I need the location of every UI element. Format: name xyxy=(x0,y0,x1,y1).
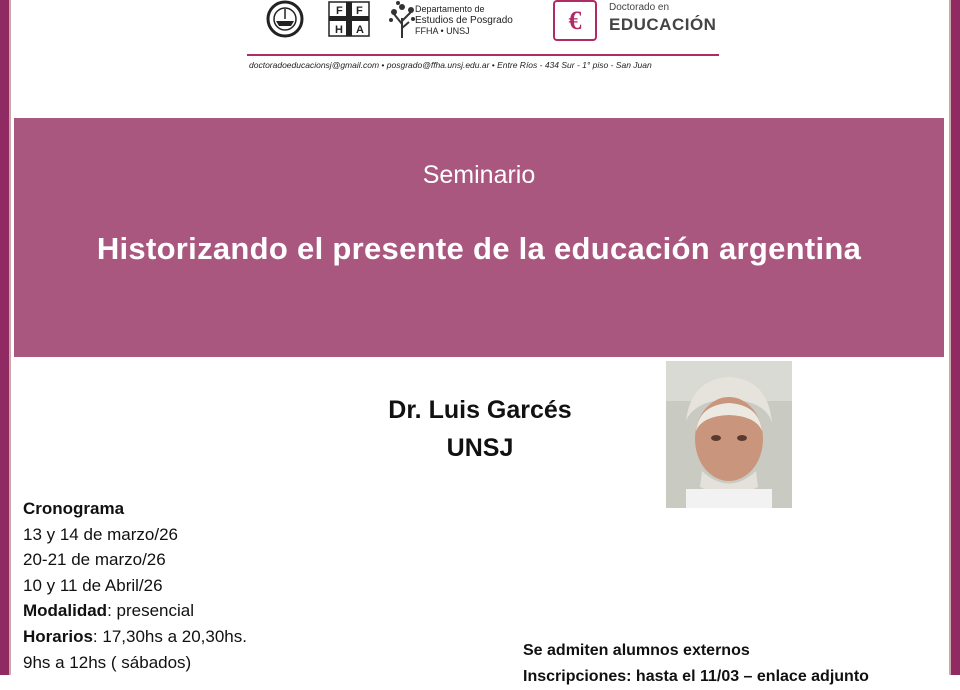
speaker-institution: UNSJ xyxy=(446,434,514,462)
schedule-date-3: 10 y 11 de Abril/26 xyxy=(23,575,163,595)
schedule-date-1: 13 y 14 de marzo/26 xyxy=(23,524,178,544)
enrollment-notes xyxy=(523,638,869,690)
svg-text:F: F xyxy=(336,5,343,17)
right-border-frame xyxy=(949,0,960,675)
doctorado-text xyxy=(609,2,716,35)
schedule-block xyxy=(23,496,247,675)
speaker-name: Dr. Luis Garcés xyxy=(388,396,572,424)
svg-text:F: F xyxy=(356,5,363,17)
registration-note: Inscripciones: hasta el 11/03 – enlace adjunto xyxy=(523,668,869,685)
header-logos xyxy=(237,0,729,90)
doctorado-big: EDUCACIÓN xyxy=(609,15,717,34)
dept-line-2: Estudios de Posgrado xyxy=(415,15,513,26)
left-border-frame xyxy=(0,0,11,675)
doctorado-badge-logo: € xyxy=(553,0,597,41)
horarios-extra: 9hs a 12hs ( sábados) xyxy=(23,652,192,672)
department-text xyxy=(415,4,513,37)
header-divider xyxy=(247,54,719,56)
logos-row xyxy=(237,0,729,48)
doctorado-small: Doctorado en xyxy=(609,2,670,13)
schedule-heading: Cronograma xyxy=(23,499,125,518)
svg-text:H: H xyxy=(335,24,343,36)
banner-kicker: Seminario xyxy=(422,161,536,189)
seminar-banner xyxy=(14,118,944,357)
schedule-date-2: 20-21 de marzo/26 xyxy=(23,550,166,570)
dept-line-1: Departamento de xyxy=(415,4,485,14)
external-students-note: Se admiten alumnos externos xyxy=(523,642,750,659)
modalidad-line: Modalidad: presencial xyxy=(23,601,194,621)
header-contact: doctoradoeducacionsj@gmail.com • posgrado@ffha.unsj.edu.ar • Entre Ríos - 434 Sur - 1° piso - San Juan xyxy=(249,60,652,70)
university-seal-logo xyxy=(264,0,306,38)
horarios-line: Horarios: 17,30hs a 20,30hs. xyxy=(23,626,247,646)
tree-icon xyxy=(387,0,417,40)
seminar-title: Historizando el presente de la educación argentina xyxy=(96,231,862,266)
ffha-logo xyxy=(327,0,371,38)
speaker-photo xyxy=(666,361,792,508)
dept-line-3: FFHA • UNSJ xyxy=(415,26,470,36)
svg-text:A: A xyxy=(356,24,364,36)
